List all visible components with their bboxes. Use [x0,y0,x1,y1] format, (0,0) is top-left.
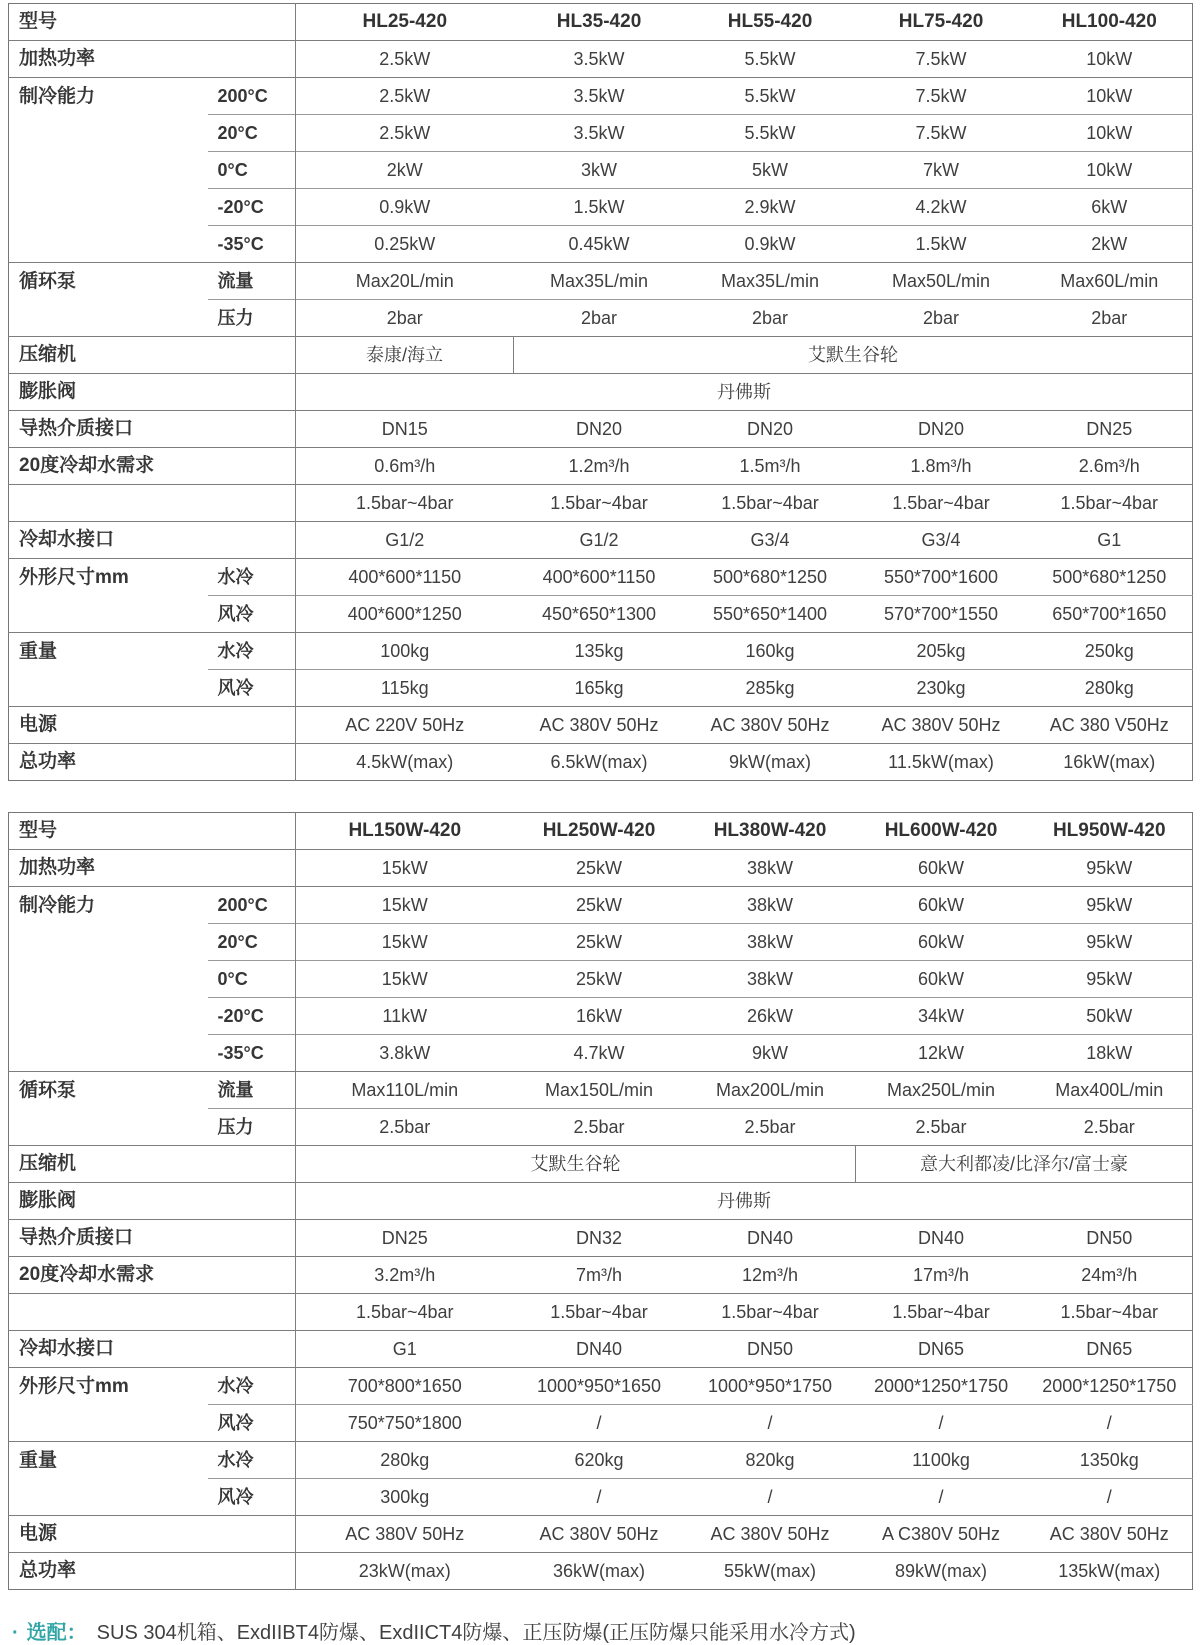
spec-value: DN65 [856,1331,1027,1368]
merged-value: 艾默生谷轮 [296,1146,856,1183]
spec-value: 95kW [1027,924,1193,961]
spec-value: DN20 [685,411,856,448]
spec-value: DN50 [685,1331,856,1368]
spec-value: 2000*1250*1750 [1027,1368,1193,1405]
spec-value: 95kW [1027,850,1193,887]
spec-value: 400*600*1150 [514,559,685,596]
row-cooling-water-demand [9,1257,1193,1294]
spec-value: Max110L/min [296,1072,514,1109]
spec-value: 2bar [685,300,856,337]
row-model [9,813,1193,850]
spec-value: 95kW [1027,961,1193,998]
spec-value: AC 380V 50Hz [685,1516,856,1553]
spec-value: AC 380V 50Hz [685,707,856,744]
spec-value: DN40 [685,1220,856,1257]
spec-value: Max35L/min [685,263,856,300]
spec-value: 18kW [1027,1035,1193,1072]
row-power-supply [9,707,1193,744]
spec-label: 膨胀阀 [9,374,296,411]
spec-label: 循环泵 [9,1072,208,1146]
spec-value: 1000*950*1750 [685,1368,856,1405]
spec-value: G3/4 [685,522,856,559]
spec-sub-label: -35°C [208,226,296,263]
spec-value: 160kg [685,633,856,670]
spec-value: AC 380V 50Hz [296,1516,514,1553]
spec-value: Max200L/min [685,1072,856,1109]
spec-value: 5.5kW [685,78,856,115]
model-header: HL380W-420 [713,820,827,842]
spec-value: 7.5kW [856,41,1027,78]
spec-value: 15kW [296,961,514,998]
spec-table-1-body [9,4,1193,781]
spec-value: Max150L/min [514,1072,685,1109]
spec-label: 型号 [19,820,58,842]
row-compressor [9,1146,1193,1183]
spec-label: 电源 [9,707,296,744]
spec-value: 55kW(max) [685,1553,856,1590]
spec-value: AC 380 V50Hz [1027,707,1193,744]
row-expansion-valve [9,1183,1193,1220]
spec-value: 1.5kW [856,226,1027,263]
row-weight-water [9,1442,1193,1479]
spec-label: 外形尺寸mm [9,1368,208,1442]
spec-value: 2.6m³/h [1027,448,1193,485]
spec-label: 压缩机 [9,1146,296,1183]
merged-value: 丹佛斯 [296,374,1193,411]
spec-sub-label: 水冷 [208,1442,296,1479]
spec-value: / [856,1405,1027,1442]
spec-label: 加热功率 [9,41,296,78]
spec-value: 10kW [1027,152,1193,189]
spec-value: 2kW [1027,226,1193,263]
spec-table-1 [8,3,1193,781]
spec-value: 9kW [685,1035,856,1072]
row-expansion-valve [9,374,1193,411]
spec-value: 60kW [856,961,1027,998]
row-compressor [9,337,1193,374]
spec-value: 1.5bar~4bar [685,485,856,522]
spec-value: 2000*1250*1750 [856,1368,1027,1405]
spec-value: 11.5kW(max) [856,744,1027,781]
spec-value: 2bar [296,300,514,337]
spec-value: 0.25kW [296,226,514,263]
spec-value: 4.5kW(max) [296,744,514,781]
spec-label: 电源 [9,1516,296,1553]
spec-value: 3.8kW [296,1035,514,1072]
spec-value: / [1027,1405,1193,1442]
spec-label: 型号 [19,11,58,33]
spec-value: 700*800*1650 [296,1368,514,1405]
spec-sub-label: 风冷 [208,596,296,633]
spec-value: 100kg [296,633,514,670]
spec-value: G1 [296,1331,514,1368]
spec-sub-label: 风冷 [208,670,296,707]
spec-value: 1.2m³/h [514,448,685,485]
spec-label [9,485,296,522]
spec-value: 泰康/海立 [296,337,514,374]
spec-sub-label: 20°C [208,115,296,152]
spec-value: 25kW [514,961,685,998]
spec-value: 230kg [856,670,1027,707]
spec-value: AC 380V 50Hz [1027,1516,1193,1553]
spec-value: 115kg [296,670,514,707]
model-header: HL100-420 [1061,11,1157,33]
spec-value: 500*680*1250 [685,559,856,596]
spec-value: 60kW [856,850,1027,887]
row-cooling-water-interface [9,522,1193,559]
spec-label: 20度冷却水需求 [9,1257,296,1294]
spec-value: 1000*950*1650 [514,1368,685,1405]
spec-value: 7.5kW [856,115,1027,152]
row-pump-flow [9,1072,1193,1109]
row-cooling-200c [9,887,1193,924]
row-medium-interface [9,1220,1193,1257]
spec-value: 1100kg [856,1442,1027,1479]
spec-value: Max400L/min [1027,1072,1193,1109]
spec-sub-label: 水冷 [208,633,296,670]
spec-value: 89kW(max) [856,1553,1027,1590]
row-heating-power [9,850,1193,887]
spec-sub-label: 20°C [208,924,296,961]
spec-value: 3.5kW [514,78,685,115]
spec-value: 285kg [685,670,856,707]
spec-value: 26kW [685,998,856,1035]
row-cooling-water-interface [9,1331,1193,1368]
model-header: HL75-420 [898,11,984,33]
spec-sub-label: 流量 [208,263,296,300]
spec-value: 620kg [514,1442,685,1479]
spec-value: 1.5bar~4bar [856,1294,1027,1331]
spec-label: 压缩机 [9,337,296,374]
spec-value: 250kg [1027,633,1193,670]
spec-value: 2bar [1027,300,1193,337]
spec-label [9,1294,296,1331]
spec-value: 10kW [1027,78,1193,115]
spec-value: 650*700*1650 [1027,596,1193,633]
spec-value: 135kW(max) [1027,1553,1193,1590]
spec-value: 400*600*1150 [296,559,514,596]
row-heating-power [9,41,1193,78]
spec-label: 冷却水接口 [9,1331,296,1368]
spec-sub-label: 200°C [208,887,296,924]
spec-value: 0.9kW [685,226,856,263]
spec-value: 4.2kW [856,189,1027,226]
row-total-power [9,1553,1193,1590]
spec-value: 1.5bar~4bar [1027,1294,1193,1331]
merged-value: 意大利都凌/比泽尔/富士豪 [856,1146,1193,1183]
spec-value: 15kW [296,924,514,961]
spec-value: 15kW [296,887,514,924]
spec-label: 制冷能力 [9,887,208,1072]
spec-value: 38kW [685,924,856,961]
spec-value: 10kW [1027,41,1193,78]
spec-value: 34kW [856,998,1027,1035]
spec-value: 205kg [856,633,1027,670]
spec-value: 17m³/h [856,1257,1027,1294]
row-cooling-water-pressure [9,1294,1193,1331]
spec-value: 1.5bar~4bar [514,485,685,522]
model-header: HL25-420 [296,4,514,41]
spec-value: 36kW(max) [514,1553,685,1590]
spec-value: 1.5m³/h [685,448,856,485]
spec-sub-label: -20°C [208,998,296,1035]
note-bullet-icon: · [12,1622,19,1644]
spec-sub-label: -20°C [208,189,296,226]
spec-value: / [685,1405,856,1442]
spec-value: 38kW [685,850,856,887]
spec-value: 2.5bar [685,1109,856,1146]
model-header: HL55-420 [727,11,813,33]
spec-value: 50kW [1027,998,1193,1035]
spec-value: 3kW [514,152,685,189]
spec-value: / [1027,1479,1193,1516]
spec-value: 570*700*1550 [856,596,1027,633]
spec-value: G1/2 [514,522,685,559]
spec-value: 300kg [296,1479,514,1516]
note-body: SUS 304机箱、ExdIIBT4防爆、ExdIICT4防爆、正压防爆(正压防爆只能采用水冷方式) [96,1622,856,1644]
spec-value: 23kW(max) [296,1553,514,1590]
spec-sub-label: 压力 [208,1109,296,1146]
spec-value: 2bar [856,300,1027,337]
spec-value: Max250L/min [856,1072,1027,1109]
spec-value: 1.5kW [514,189,685,226]
spec-value: 6.5kW(max) [514,744,685,781]
spec-label: 加热功率 [9,850,296,887]
spec-value: 25kW [514,887,685,924]
spec-value: / [856,1479,1027,1516]
spec-value: 16kW [514,998,685,1035]
model-header: HL600W-420 [884,820,998,842]
spec-value: G1 [1027,522,1193,559]
merged-value: 艾默生谷轮 [514,337,1193,374]
spec-value: 2.5kW [296,115,514,152]
spec-label: 重量 [9,1442,208,1516]
spec-sub-label: 0°C [208,961,296,998]
spec-value: 38kW [685,961,856,998]
row-cooling-200c [9,78,1193,115]
spec-value: Max35L/min [514,263,685,300]
spec-value: G3/4 [856,522,1027,559]
spec-value: DN20 [514,411,685,448]
row-cooling-water-demand [9,448,1193,485]
spec-value: 5.5kW [685,115,856,152]
spec-value: 0.45kW [514,226,685,263]
spec-value: 0.9kW [296,189,514,226]
spec-value: 9kW(max) [685,744,856,781]
spec-value: 7.5kW [856,78,1027,115]
spec-value: / [514,1405,685,1442]
spec-value: 38kW [685,887,856,924]
spec-sub-label: 流量 [208,1072,296,1109]
spec-value: 12kW [856,1035,1027,1072]
model-header: HL150W-420 [296,813,514,850]
spec-value: 1.5bar~4bar [514,1294,685,1331]
spec-value: 820kg [685,1442,856,1479]
spec-value: 5.5kW [685,41,856,78]
spec-sub-label: 压力 [208,300,296,337]
spec-value: Max50L/min [856,263,1027,300]
spec-value: AC 380V 50Hz [514,1516,685,1553]
spec-label: 总功率 [9,744,296,781]
spec-value: 2.9kW [685,189,856,226]
merged-value: 丹佛斯 [296,1183,1193,1220]
spec-sub-label: 水冷 [208,559,296,596]
spec-label: 制冷能力 [9,78,208,263]
spec-label: 重量 [9,633,208,707]
spec-value: AC 380V 50Hz [856,707,1027,744]
spec-sub-label: -35°C [208,1035,296,1072]
spec-label: 导热介质接口 [9,411,296,448]
spec-value: 2.5kW [296,41,514,78]
spec-value: DN20 [856,411,1027,448]
spec-value: DN25 [1027,411,1193,448]
spec-value: 3.2m³/h [296,1257,514,1294]
model-header: HL35-420 [556,11,642,33]
spec-value: AC 220V 50Hz [296,707,514,744]
spec-label: 外形尺寸mm [9,559,208,633]
spec-label: 导热介质接口 [9,1220,296,1257]
spec-value: 3.5kW [514,115,685,152]
note-label: 选配： [26,1622,87,1644]
spec-value: 2bar [514,300,685,337]
spec-value: 60kW [856,887,1027,924]
spec-sub-label: 200°C [208,78,296,115]
model-header: HL250W-420 [542,820,656,842]
spec-value: 4.7kW [514,1035,685,1072]
spec-sub-label: 0°C [208,152,296,189]
spec-value: 12m³/h [685,1257,856,1294]
spec-value: 11kW [296,998,514,1035]
spec-value: 400*600*1250 [296,596,514,633]
spec-value: DN50 [1027,1220,1193,1257]
spec-value: 6kW [1027,189,1193,226]
spec-value: 550*700*1600 [856,559,1027,596]
row-pump-flow [9,263,1193,300]
spec-value: 95kW [1027,887,1193,924]
spec-value: 1.5bar~4bar [1027,485,1193,522]
spec-value: DN40 [856,1220,1027,1257]
spec-table-2-body [9,813,1193,1590]
spec-value: 24m³/h [1027,1257,1193,1294]
options-note [8,1616,1192,1645]
spec-sub-label: 风冷 [208,1479,296,1516]
spec-value: 0.6m³/h [296,448,514,485]
spec-value: 2.5bar [856,1109,1027,1146]
spec-value: 7m³/h [514,1257,685,1294]
spec-value: DN15 [296,411,514,448]
spec-value: 550*650*1400 [685,596,856,633]
spec-value: 60kW [856,924,1027,961]
spec-value: / [685,1479,856,1516]
model-header: HL950W-420 [1052,820,1166,842]
spec-value: 10kW [1027,115,1193,152]
spec-value: DN65 [1027,1331,1193,1368]
spec-sub-label: 风冷 [208,1405,296,1442]
row-cooling-water-pressure [9,485,1193,522]
spec-value: 7kW [856,152,1027,189]
spec-value: DN40 [514,1331,685,1368]
spec-value: 2.5bar [1027,1109,1193,1146]
spec-value: 3.5kW [514,41,685,78]
spec-value: 16kW(max) [1027,744,1193,781]
row-dimensions-water [9,559,1193,596]
spec-value: 1350kg [1027,1442,1193,1479]
spec-value: G1/2 [296,522,514,559]
spec-value: 25kW [514,850,685,887]
spec-value: 2.5bar [514,1109,685,1146]
spec-value: 2.5bar [296,1109,514,1146]
spec-value: 1.5bar~4bar [296,1294,514,1331]
spec-value: 25kW [514,924,685,961]
spec-value: 500*680*1250 [1027,559,1193,596]
spec-value: DN32 [514,1220,685,1257]
spec-value: 15kW [296,850,514,887]
spec-value: Max20L/min [296,263,514,300]
spec-value: 2kW [296,152,514,189]
spec-value: 1.5bar~4bar [296,485,514,522]
spec-value: Max60L/min [1027,263,1193,300]
spec-label: 膨胀阀 [9,1183,296,1220]
spec-value: 1.5bar~4bar [685,1294,856,1331]
row-model [9,4,1193,41]
spec-label: 循环泵 [9,263,208,337]
spec-value: 450*650*1300 [514,596,685,633]
spec-label: 总功率 [9,1553,296,1590]
spec-value: 165kg [514,670,685,707]
row-power-supply [9,1516,1193,1553]
spec-value: DN25 [296,1220,514,1257]
spec-value: 280kg [1027,670,1193,707]
spec-value: 1.5bar~4bar [856,485,1027,522]
row-dimensions-water [9,1368,1193,1405]
row-weight-water [9,633,1193,670]
spec-value: 5kW [685,152,856,189]
spec-label: 20度冷却水需求 [9,448,296,485]
spec-value: / [514,1479,685,1516]
spec-value: 135kg [514,633,685,670]
spec-label: 冷却水接口 [9,522,296,559]
spec-value: 1.8m³/h [856,448,1027,485]
row-medium-interface [9,411,1193,448]
spec-value: 280kg [296,1442,514,1479]
spec-table-2 [8,812,1193,1590]
spec-value: A C380V 50Hz [856,1516,1027,1553]
spec-sub-label: 水冷 [208,1368,296,1405]
spec-value: 750*750*1800 [296,1405,514,1442]
spec-value: 2.5kW [296,78,514,115]
spec-value: AC 380V 50Hz [514,707,685,744]
row-total-power [9,744,1193,781]
